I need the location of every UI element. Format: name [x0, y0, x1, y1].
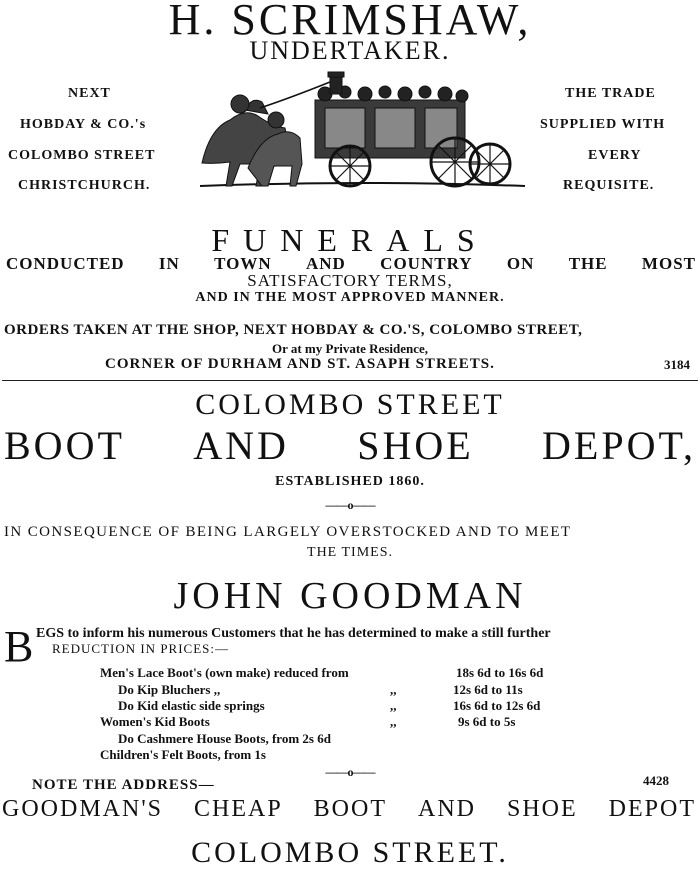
private-residence: Or at my Private Residence, — [271, 341, 429, 356]
price-value: 12s 6d to 11s — [453, 682, 523, 697]
depot-word: AND — [193, 423, 289, 468]
reduction-line: REDUCTION IN PRICES:— — [52, 641, 230, 656]
scrimshaw-title: H. SCRIMSHAW, — [168, 0, 532, 44]
cheap-word: CHEAP — [194, 796, 283, 822]
conducted-word: AND — [306, 254, 346, 273]
funerals-heading: FUNERALS — [211, 222, 489, 258]
trade-line-1: THE TRADE — [565, 86, 656, 101]
price-value: 9s 6d to 5s — [458, 714, 516, 729]
depot-word: BOOT — [4, 423, 125, 468]
trade-line-2: SUPPLIED WITH — [540, 117, 666, 132]
established-line: ESTABLISHED 1860. — [275, 474, 425, 489]
price-value: 16s 6d to 12s 6d — [453, 698, 541, 713]
note-address: NOTE THE ADDRESS— — [32, 777, 215, 793]
depot-heading — [4, 422, 696, 469]
street-footer: COLOMBO STREET. — [191, 836, 509, 869]
ad-reference-number: 3184 — [664, 357, 690, 372]
ornament-divider: ——o—— — [325, 498, 375, 512]
depot-word: SHOE — [357, 423, 474, 468]
divider-rule — [2, 380, 698, 381]
satisfactory-terms: SATISFACTORY TERMS, — [247, 271, 453, 290]
depot-word: DEPOT, — [542, 423, 696, 468]
undertaker-subtitle: UNDERTAKER. — [249, 36, 451, 65]
conducted-word: THE — [568, 254, 608, 273]
consequence-line: IN CONSEQUENCE OF BEING LARGELY OVERSTOCKED AND TO MEET — [4, 524, 572, 540]
orders-line: ORDERS TAKEN AT THE SHOP, NEXT HOBDAY & CO.'S, COLOMBO STREET, — [4, 322, 583, 338]
cheap-word: BOOT — [313, 796, 388, 822]
conducted-word: COUNTRY — [380, 254, 473, 273]
trade-line-4: REQUISITE. — [563, 178, 655, 193]
address-line-4: CHRISTCHURCH. — [18, 178, 151, 193]
address-line-1: NEXT — [68, 86, 111, 101]
price-value: 18s 6d to 16s 6d — [456, 665, 544, 680]
trade-line-3: EVERY — [588, 148, 642, 163]
price-item: Women's Kid Boots — [100, 714, 210, 729]
ornament-divider-2: ——o—— — [325, 765, 375, 779]
address-line-2: HOBDAY & CO.'s — [20, 117, 147, 132]
corner-line: CORNER OF DURHAM AND ST. ASAPH STREETS. — [105, 356, 495, 372]
price-item: Do Kip Bluchers ,, — [118, 682, 221, 697]
ad-reference-number-2: 4428 — [643, 773, 669, 788]
conducted-word: IN — [158, 254, 180, 273]
begs-line: EGS to inform his numerous Customers that he has determined to make a still further — [36, 626, 551, 641]
times-line: THE TIMES. — [307, 545, 393, 560]
price-item: Do Kid elastic side springs — [118, 698, 265, 713]
proprietor-name: JOHN GOODMAN — [173, 575, 527, 617]
approved-manner: AND IN THE MOST APPROVED MANNER. — [195, 290, 505, 305]
cheap-depot-line — [2, 796, 696, 823]
ditto-mark: ,, — [390, 714, 397, 729]
cheap-word: DEPOT — [608, 796, 696, 822]
conducted-word: CONDUCTED — [6, 254, 125, 273]
price-item: Men's Lace Boot's (own make) reduced from — [100, 665, 349, 680]
price-item: Do Cashmere House Boots, from 2s 6d — [118, 731, 331, 746]
address-line-3: COLOMBO STREET — [8, 148, 156, 163]
conducted-word: TOWN — [214, 254, 272, 273]
hearse-engraving — [190, 68, 535, 196]
conducted-word: MOST — [641, 254, 696, 273]
conducted-word: ON — [506, 254, 535, 273]
cheap-word: AND — [418, 796, 476, 822]
ditto-mark: ,, — [390, 682, 397, 697]
cheap-word: GOODMAN'S — [2, 796, 164, 822]
street-heading: COLOMBO STREET — [195, 388, 505, 421]
cheap-word: SHOE — [506, 796, 578, 822]
ditto-mark: ,, — [390, 698, 397, 713]
drop-cap: B — [4, 622, 34, 671]
price-item: Children's Felt Boots, from 1s — [100, 747, 266, 762]
